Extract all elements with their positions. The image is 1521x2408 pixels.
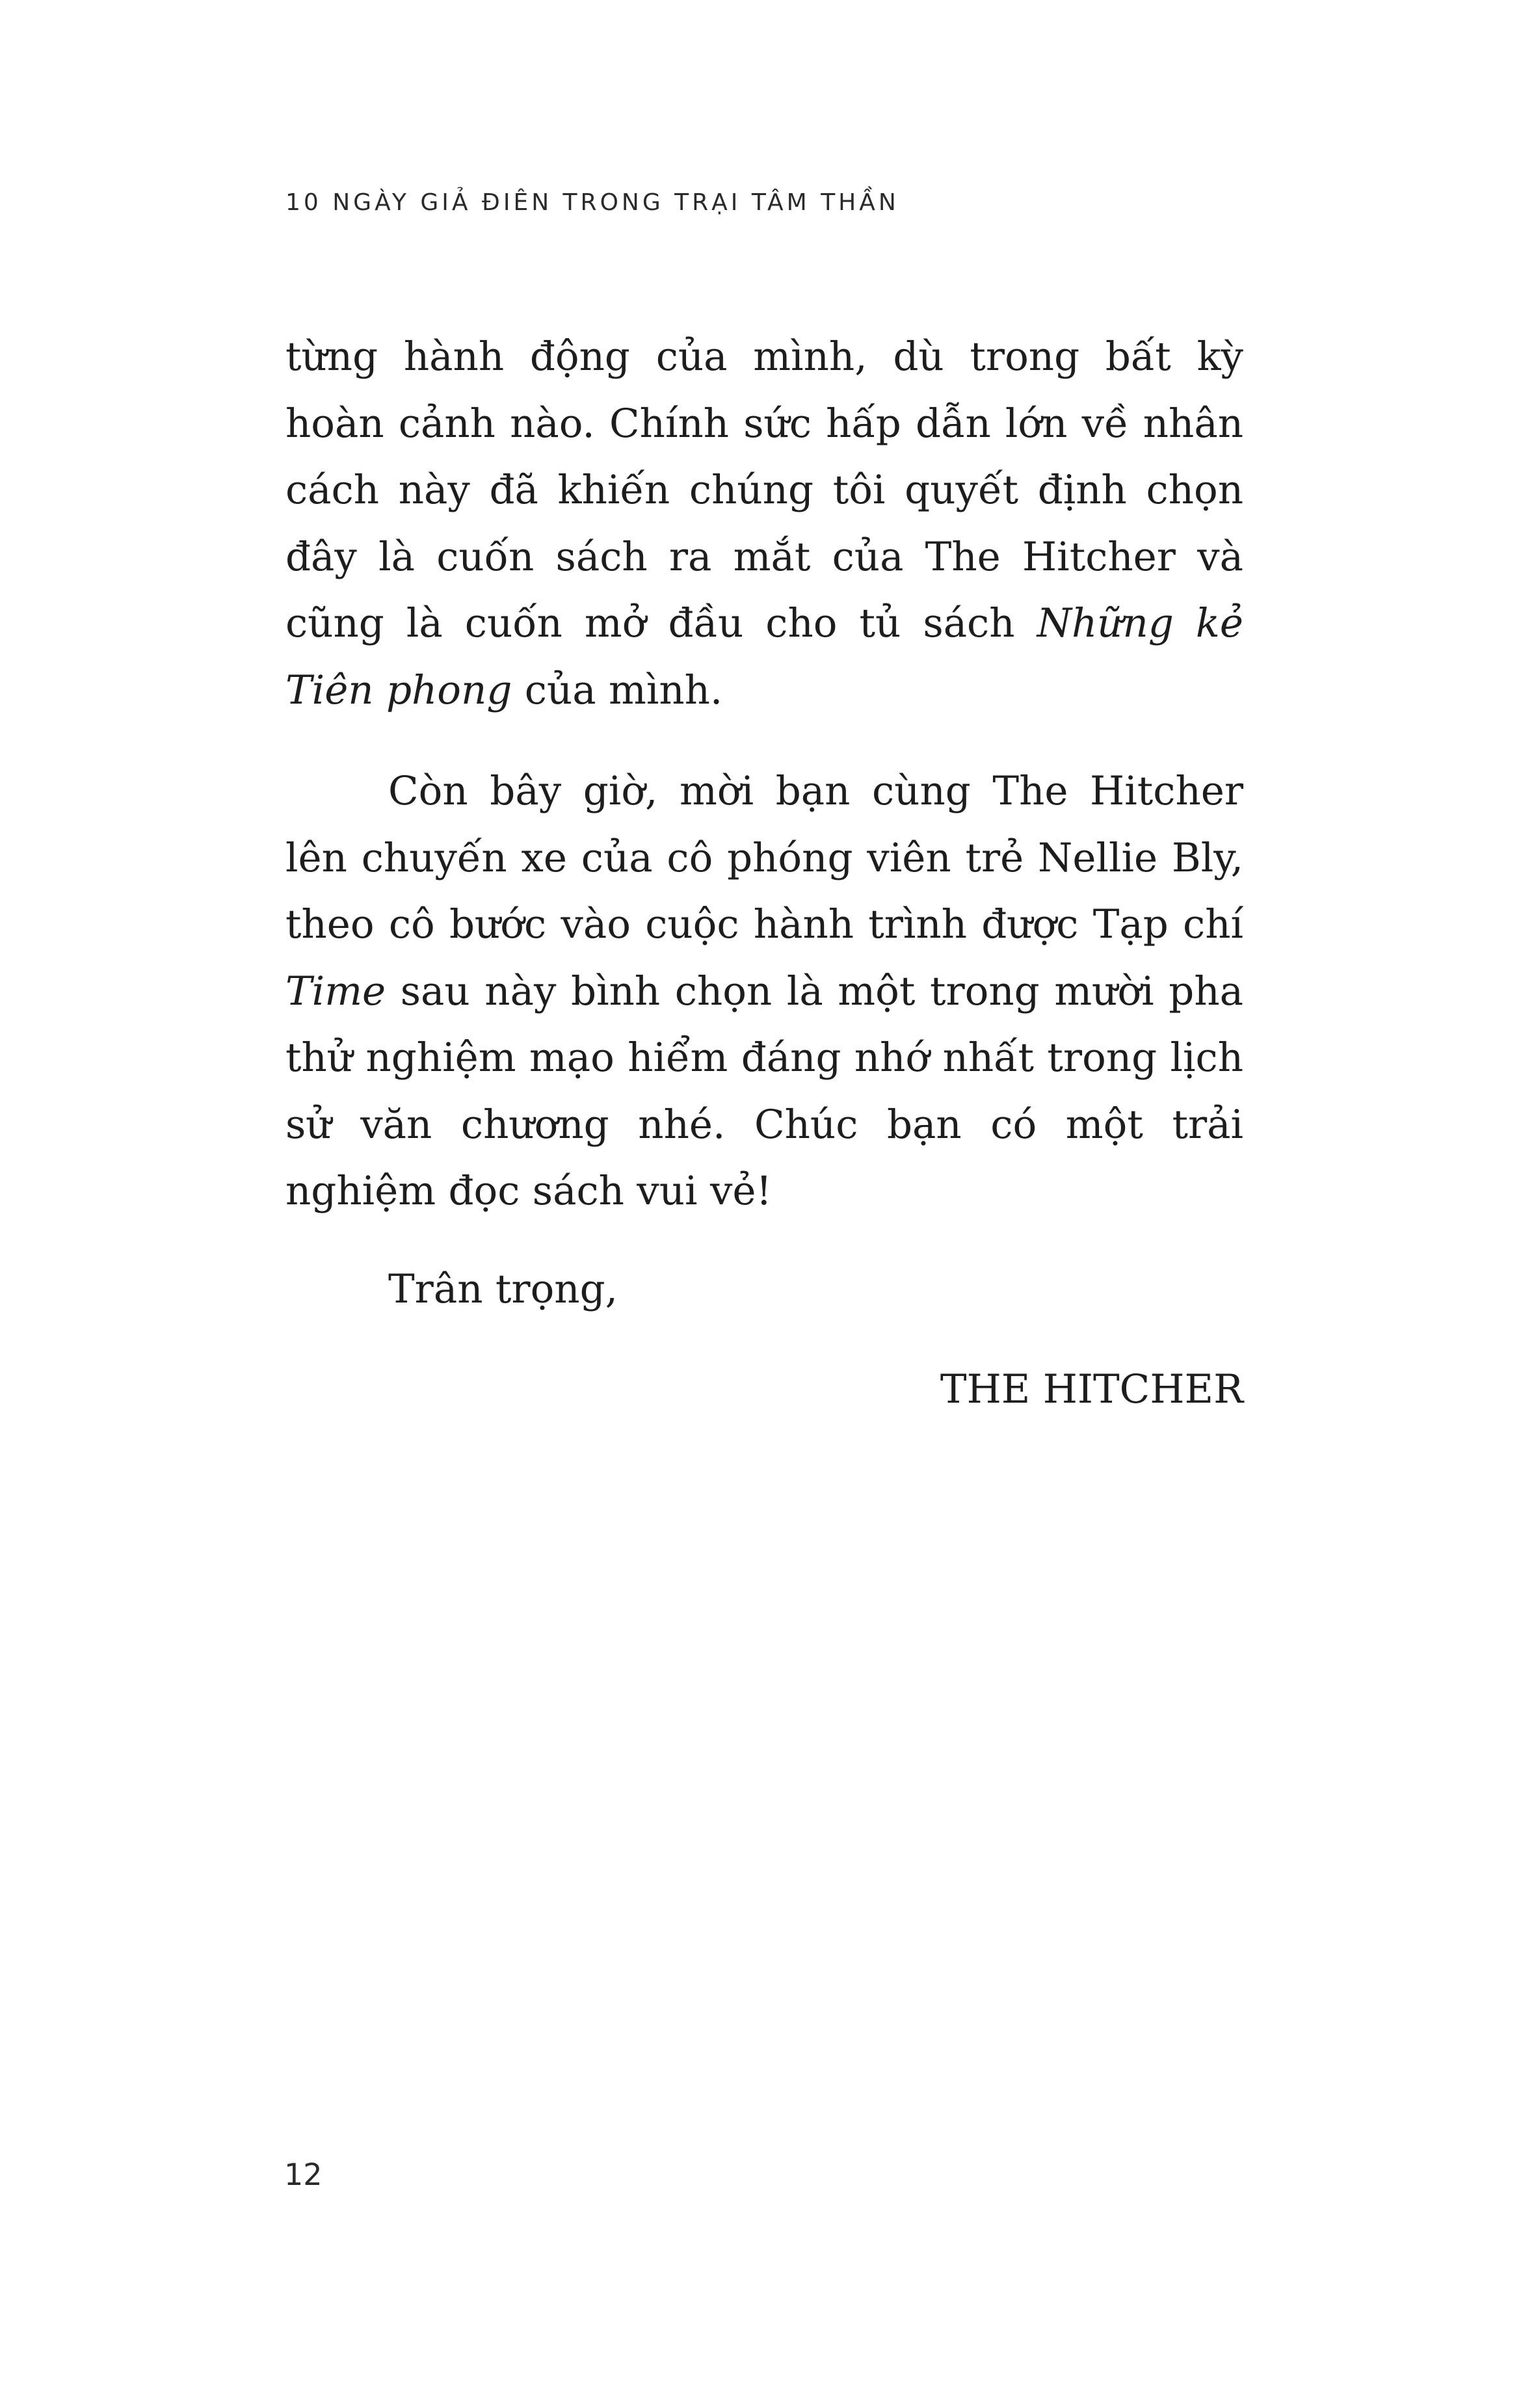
paragraph-2	[285, 758, 1243, 1225]
paragraph-1-text-a: từng hành động của mình, dù trong bất kỳ hoàn cảnh nào. Chính sức hấp dẫn lớn về nhân cách này đã khiến chúng tôi quyết định chọn đây là cuốn sách ra mắt của The Hitcher và cũng là cuốn mở đầu cho tủ sách	[285, 334, 1243, 646]
series-title: Những kẻ Tiên phong	[285, 600, 1243, 713]
paragraph-2-text	[285, 758, 1243, 1225]
paragraph-1-text	[285, 324, 1243, 724]
paragraph-1-text-b: của mình.	[512, 667, 723, 713]
paragraph-1	[285, 324, 1243, 724]
signature: THE HITCHER	[940, 1366, 1243, 1412]
running-header: 10 NGÀY GIẢ ĐIÊN TRONG TRẠI TÂM THẦN	[285, 189, 899, 216]
paragraph-2-text-b: sau này bình chọn là một trong mười pha thử nghiệm mạo hiểm đáng nhớ nhất trong lịch sử văn chương nhé. Chúc bạn có một trải nghiệm đọc sách vui vẻ!	[285, 968, 1243, 1214]
paragraph-2-text-a: Còn bây giờ, mời bạn cùng The Hitcher lên chuyến xe của cô phóng viên trẻ Nellie Bly, theo cô bước vào cuộc hành trình được Tạp chí	[285, 768, 1243, 947]
page-number: 12	[284, 2157, 323, 2192]
magazine-title: Time	[285, 968, 386, 1014]
closing-salutation: Trân trọng,	[388, 1266, 618, 1312]
